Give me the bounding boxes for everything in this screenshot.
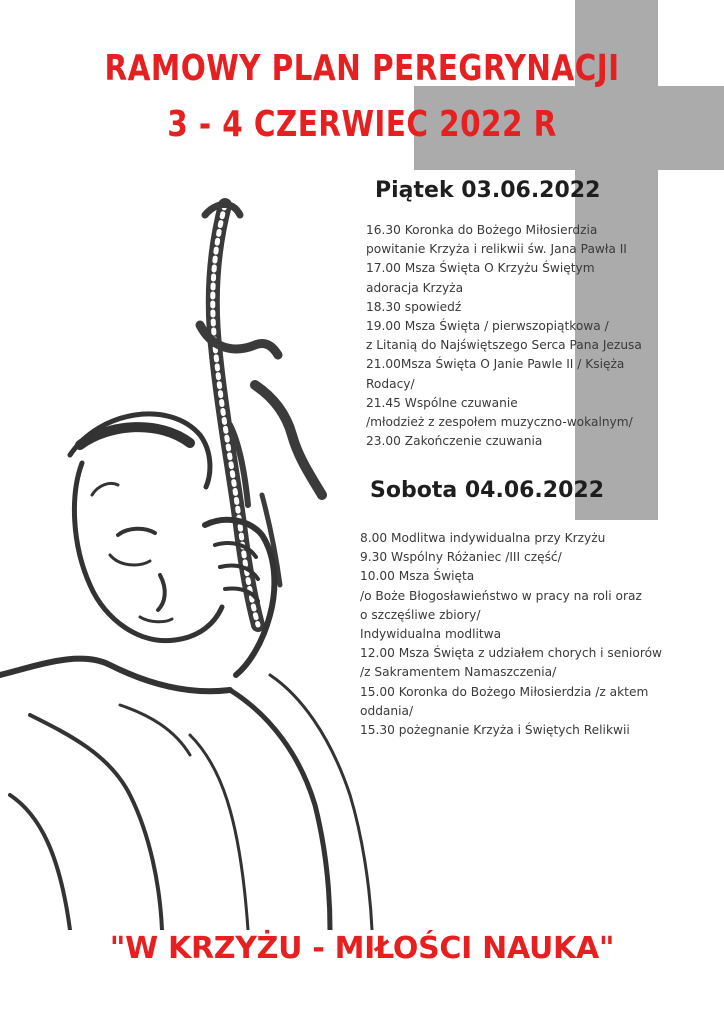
schedule-line: /młodzież z zespołem muzyczno-wokalnym/: [366, 415, 633, 430]
saturday-schedule: [360, 529, 662, 740]
schedule-line: Rodacy/: [366, 376, 415, 391]
schedule-line: 21.00Msza Święta O Janie Pawle II / Księża: [366, 357, 625, 372]
pope-holding-cross-illustration: [0, 195, 380, 930]
schedule-line: 10.00 Msza Święta: [360, 569, 475, 584]
schedule-line: 12.00 Msza Święta z udziałem chorych i seniorów: [360, 646, 663, 661]
schedule-line: powitanie Krzyża i relikwii św. Jana Pawła II: [366, 242, 627, 257]
schedule-line: 16.30 Koronka do Bożego Miłosierdzia: [366, 223, 598, 237]
schedule-line: 18.30 spowiedź: [366, 299, 462, 314]
schedule-line: oddania/: [360, 703, 414, 718]
schedule-line: 8.00 Modlitwa indywidualna przy Krzyżu: [360, 531, 606, 545]
schedule-line: z Litanią do Najświętszego Serca Pana Jezusa: [366, 338, 642, 353]
saturday-header: Sobota 04.06.2022: [370, 478, 605, 503]
schedule-line: adoracja Krzyża: [366, 280, 464, 295]
schedule-line: 17.00 Msza Święta O Krzyżu Świętym: [366, 261, 595, 276]
schedule-line: o szczęśliwe zbiory/: [360, 607, 481, 622]
friday-schedule: [366, 221, 642, 451]
title-line-1: RAMOWY PLAN PEREGRYNACJI: [104, 48, 620, 89]
schedule-line: 23.00 Zakończenie czuwania: [366, 434, 543, 449]
schedule-line: Indywidualna modlitwa: [360, 627, 502, 642]
schedule-line: 21.45 Wspólne czuwanie: [366, 395, 518, 410]
title-line-2: 3 - 4 CZERWIEC 2022 R: [167, 104, 557, 145]
motto: "W KRZYŻU - MIŁOŚCI NAUKA": [109, 931, 615, 966]
schedule-line: /z Sakramentem Namaszczenia/: [360, 665, 557, 680]
crucifix-staff: [200, 204, 322, 625]
schedule-line: /o Boże Błogosławieństwo w pracy na roli oraz: [360, 588, 642, 603]
friday-header: Piątek 03.06.2022: [375, 178, 601, 203]
schedule-line: 19.00 Msza Święta / pierwszopiątkowa /: [366, 319, 609, 334]
schedule-line: 15.00 Koronka do Bożego Miłosierdzia /z aktem: [360, 684, 649, 699]
schedule-line: 9.30 Wspólny Różaniec /III część/: [360, 550, 562, 565]
schedule-line: 15.30 pożegnanie Krzyża i Świętych Relikwii: [360, 723, 630, 738]
